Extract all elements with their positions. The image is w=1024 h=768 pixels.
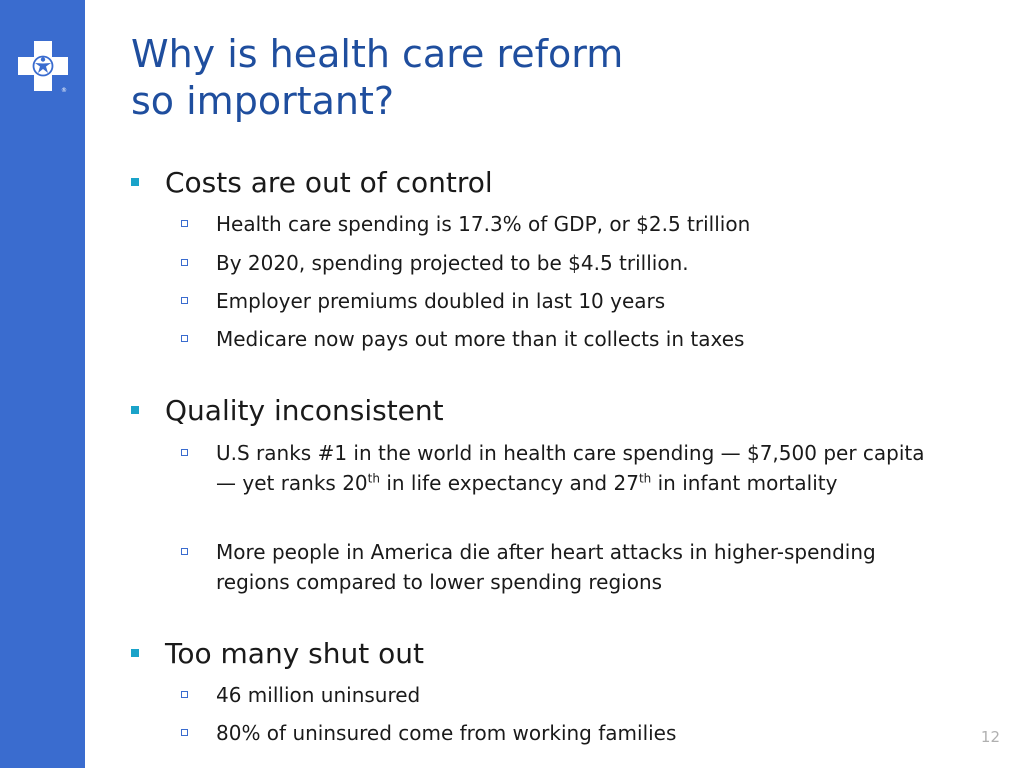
cross-logo-icon — [17, 40, 69, 92]
page-number: 12 — [980, 728, 1000, 746]
registered-mark: ® — [61, 87, 67, 94]
hollow-square-bullet-icon — [181, 691, 188, 698]
title-line-2: so important? — [131, 79, 395, 123]
list-item-text: 46 million uninsured — [216, 683, 421, 707]
list-item-text — [216, 438, 946, 498]
superscript: th — [638, 471, 652, 486]
square-bullet-icon — [131, 178, 139, 186]
square-bullet-icon — [131, 406, 139, 414]
hollow-square-bullet-icon — [181, 335, 188, 342]
section-heading-text: Too many shut out — [165, 637, 424, 670]
slide-title — [131, 31, 991, 125]
section-heading-text: Quality inconsistent — [165, 394, 444, 427]
list-item-text: 80% of uninsured come from working families — [216, 721, 677, 745]
hollow-square-bullet-icon — [181, 220, 188, 227]
title-line-1: Why is health care reform — [131, 32, 624, 76]
text-part: in life expectancy and 27 — [379, 471, 639, 495]
hollow-square-bullet-icon — [181, 548, 188, 555]
sidebar — [0, 0, 85, 768]
superscript: th — [367, 471, 380, 486]
hollow-square-bullet-icon — [181, 449, 188, 456]
square-bullet-icon — [131, 649, 139, 657]
hollow-square-bullet-icon — [181, 729, 188, 736]
hollow-square-bullet-icon — [181, 297, 188, 304]
list-item-text: Medicare now pays out more than it collects in taxes — [216, 327, 745, 351]
section-heading-text: Costs are out of control — [165, 166, 493, 199]
list-item-text: By 2020, spending projected to be $4.5 trillion. — [216, 251, 689, 275]
list-item-text: Employer premiums doubled in last 10 years — [216, 289, 666, 313]
text-part: U.S ranks #1 in the world in health care spending — $7,500 per capita — yet ranks 20 — [216, 441, 925, 495]
text-part: in infant mortality — [651, 471, 838, 495]
hollow-square-bullet-icon — [181, 259, 188, 266]
list-item-text: Health care spending is 17.3% of GDP, or $2.5 trillion — [216, 212, 751, 236]
list-item-text: More people in America die after heart attacks in higher-spending regions compared to lower spending regions — [216, 540, 876, 594]
